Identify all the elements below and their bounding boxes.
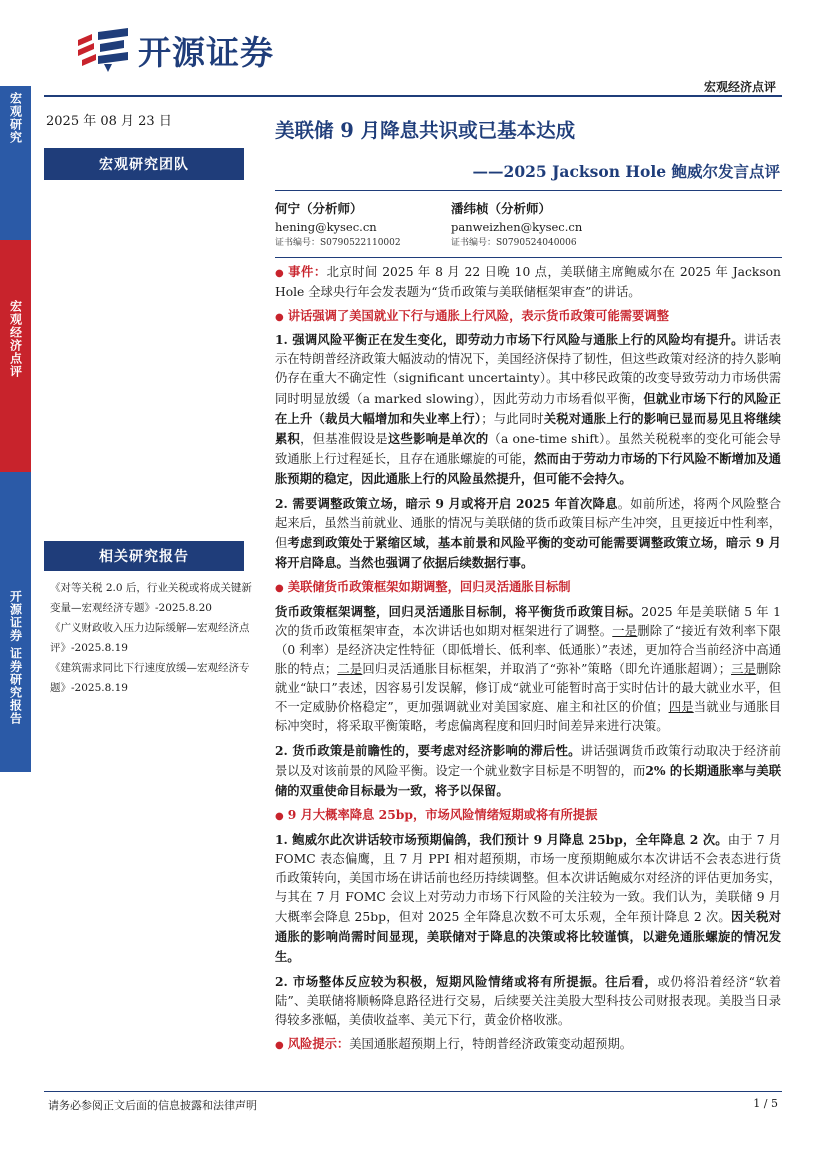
related-reports-label: 相关研究报告 — [44, 541, 244, 571]
footer-divider — [44, 1091, 782, 1092]
emphasis: 2% 的长期通胀率与美联储的双重使命目标最为一致，将予以保留。 — [275, 763, 781, 799]
section-heading — [275, 805, 781, 826]
emphasis: 1. 强调风险平衡正在发生变化，即劳动力市场下行风险与通胀上行的风险均有提升。 — [275, 332, 744, 348]
related-report-item[interactable]: 《对等关税 2.0 后，行业关税或将成关键新变量—宏观经济专题》-2025.8.20 — [50, 582, 252, 614]
stripe-middle — [0, 240, 31, 472]
section-heading-text: 讲话强调了美国就业下行与通胀上行风险，表示货币政策可能需要调整 — [287, 308, 669, 324]
stripe-bottom — [0, 472, 31, 772]
analyst-name: 潘纬桢（分析师） — [451, 201, 552, 216]
emphasis: 1. 鲍威尔此次讲话较市场预期偏鸽，我们预计 9 月降息 25bp，全年降息 2 次。 — [275, 831, 728, 847]
analyst-email[interactable]: hening@kysec.cn — [275, 220, 377, 234]
related-report-item[interactable]: 《建筑需求同比下行速度放缓—宏观经济专题》-2025.8.19 — [50, 662, 250, 694]
section-heading-text: 美联储货币政策框架如期调整，回归灵活通胀目标制 — [287, 579, 571, 595]
paragraph — [275, 602, 781, 737]
footer-disclaimer: 请务必参阅正文后面的信息披露和法律声明 — [48, 1099, 257, 1112]
bullet-icon: ● — [275, 1040, 284, 1052]
emphasis: 2. 货币政策是前瞻性的，要考虑对经济影响的滞后性。 — [275, 743, 581, 759]
underlined-text: 四是 — [668, 699, 694, 714]
emphasis: 货币政策框架调整，回归灵活通胀目标制，将平衡货币政策目标。 — [275, 603, 642, 619]
emphasis: 因关税对通胀的影响尚需时间显现，美联储对于降息的决策或将比较谨慎，以避免通胀螺旋的情况发生。 — [275, 908, 781, 965]
text: ；与此同时 — [481, 411, 544, 426]
risk-paragraph — [275, 1034, 781, 1055]
text: 。如前所述，将两个风险整合起来后，虽然当前就业、通胀的情况与美联储的货币政策目标产生冲突，且更接近中性利率，但 — [275, 497, 781, 551]
analyst-name: 何宁（分析师） — [275, 201, 363, 216]
title-divider — [275, 190, 782, 191]
risk-text: 美国通胀超预期上行，特朗普经济政策变动超预期。 — [349, 1037, 633, 1052]
analyst-cert: 证书编号：S0790524040006 — [451, 238, 577, 248]
team-label: 宏观研究团队 — [44, 148, 244, 180]
section-heading-text: 9 月大概率降息 25bp，市场风险情绪短期或将有所提振 — [287, 807, 598, 823]
stripe-bottom-label: 开源证券 证券研究报告 — [8, 590, 23, 726]
underlined-text: 一是 — [612, 623, 638, 638]
stripe-top-label: 宏观研究 — [8, 92, 23, 144]
report-title: 美联储 9 月降息共识或已基本达成 — [275, 119, 576, 142]
bullet-icon: ● — [275, 268, 285, 279]
emphasis: 2. 市场整体反应较为积极，短期风险情绪或将有所提振。往后看， — [275, 974, 658, 990]
risk-label: 风险提示： — [287, 1036, 350, 1052]
brand-name: 开源证券 — [138, 32, 274, 72]
emphasis: 但就业市场下行的风险正在上升（裁员大幅增加和失业率上行） — [275, 390, 781, 426]
analyst-card — [275, 200, 401, 250]
section-heading — [275, 577, 781, 598]
text: 当就业与通胀目标冲突时，将采取平衡策略，考虑偏离程度和回归时间差异来进行决策。 — [275, 699, 781, 734]
analyst-cert: 证书编号：S0790522110002 — [275, 238, 401, 248]
text: 删除就业“缺口”表述，因容易引发误解，修订成“就业可能暂时高于实时估计的最大就业水平，但不一定威胁价格稳定”，更加强调就业对美国家庭、雇主和社区的价值； — [275, 661, 781, 714]
text: 讲话表示在特朗普经济政策大幅波动的情况下，美国经济保持了韧性，但这些政策对经济的持久影响仍存在重大不确定性（significant uncertainty）。其中移民政策的改变导致劳动力市场供需同时明显放缓（a marked slowing），因此劳动力市场看似平衡， — [275, 333, 781, 406]
analyst-card — [451, 200, 582, 250]
paragraph — [275, 330, 781, 489]
text: （a one-time shift）。虽然关税税率的变化可能会导致通胀上行过程延长，且存在通胀螺旋的可能， — [275, 431, 781, 466]
emphasis: 这些影响是单次的 — [387, 430, 489, 446]
bullet-icon: ● — [275, 312, 284, 324]
kaiyuan-logo-icon — [74, 26, 132, 74]
underlined-text: 二是 — [337, 661, 363, 676]
event-paragraph — [275, 262, 781, 302]
page-number: 1 / 5 — [753, 1097, 778, 1110]
report-body — [275, 262, 781, 1060]
emphasis: 2. 需要调整政策立场，暗示 9 月或将开启 2025 年首次降息 — [275, 496, 618, 512]
paragraph — [275, 830, 781, 968]
bullet-icon: ● — [275, 811, 284, 823]
paragraph — [275, 494, 781, 573]
related-reports-list — [50, 578, 262, 698]
text: 由于 7 月 FOMC 表态偏鹰，且 7 月 PPI 相对超预期，市场一度预期鲍威尔本次讲话不会表态进行货币政策转向，美国市场在讲话前也经历持续调整。但本次讲话鲍威尔对经济的评估更加务实，与其在 7 月 FOMC 会议上对劳动力市场下行风险的关注较为一致。我们认为，美联储 9 月大概率会降息 25bp，但对 2025 全年降息次数不可太乐观，全年预计降息 2 次。 — [275, 832, 781, 924]
brand-logo — [74, 24, 314, 76]
report-date: 2025 年 08 月 23 日 — [46, 114, 172, 129]
underlined-text: 三是 — [731, 661, 757, 676]
text: ，但基准假设是 — [300, 431, 388, 446]
header-divider — [44, 95, 782, 97]
text: 或仍将沿着经济“软着陆”、美联储将顺畅降息路径进行交易，后续要关注美股大型科技公司财报表现。美股当日录得较多涨幅，美债收益率、美元下行，黄金价格收涨。 — [275, 975, 781, 1028]
stripe-top — [0, 86, 31, 240]
related-report-item[interactable]: 《广义财政收入压力边际缓解—宏观经济点评》-2025.8.19 — [50, 622, 250, 654]
analyst-block — [275, 200, 780, 256]
paragraph — [275, 741, 781, 801]
event-label: 事件： — [288, 264, 327, 279]
emphasis: 关税对通胀上行的影响已显而易见且将继续累积 — [275, 410, 781, 446]
event-text: 北京时间 2025 年 8 月 22 日晚 10 点，美联储主席鲍威尔在 2025 年 Jackson Hole 全球央行年会发表题为“货币政策与美联储框架审查”的讲话。 — [275, 265, 781, 300]
report-subtitle: ——2025 Jackson Hole 鲍威尔发言点评 — [472, 162, 780, 181]
text: 2025 年是美联储 5 年 1 次的货币政策框架审查，本次讲话也如期对框架进行了调整。 — [275, 604, 781, 638]
bullet-icon: ● — [275, 583, 284, 595]
analyst-divider — [275, 257, 782, 258]
document-category: 宏观经济点评 — [703, 80, 776, 94]
text: 删除了“接近有效利率下限（0 利率）是经济决定性特征（即低增长、低利率、低通胀）”表述，更加符合当前经济中高通胀的特点； — [275, 623, 781, 676]
analyst-email[interactable]: panweizhen@kysec.cn — [451, 220, 583, 234]
emphasis: 考虑到政策处于紧缩区域，基本前景和风险平衡的变动可能需要调整政策立场，暗示 9 月将开启降息。当然也强调了依据后续数据行事。 — [275, 535, 781, 571]
text: 回归灵活通胀目标框架，并取消了“弥补”策略（即允许通胀超调）； — [362, 661, 732, 676]
paragraph — [275, 972, 781, 1030]
stripe-middle-label: 宏观经济点评 — [8, 300, 23, 378]
section-heading — [275, 306, 781, 327]
text: 讲话强调货币政策行动取决于经济前景以及对该前景的风险平衡。设定一个就业数字目标是不明智的，而 — [275, 744, 781, 779]
emphasis: 然而由于劳动力市场的下行风险不断增加及通胀预期的稳定，因此通胀上行的风险虽然提升，但可能不会持久。 — [275, 450, 781, 486]
